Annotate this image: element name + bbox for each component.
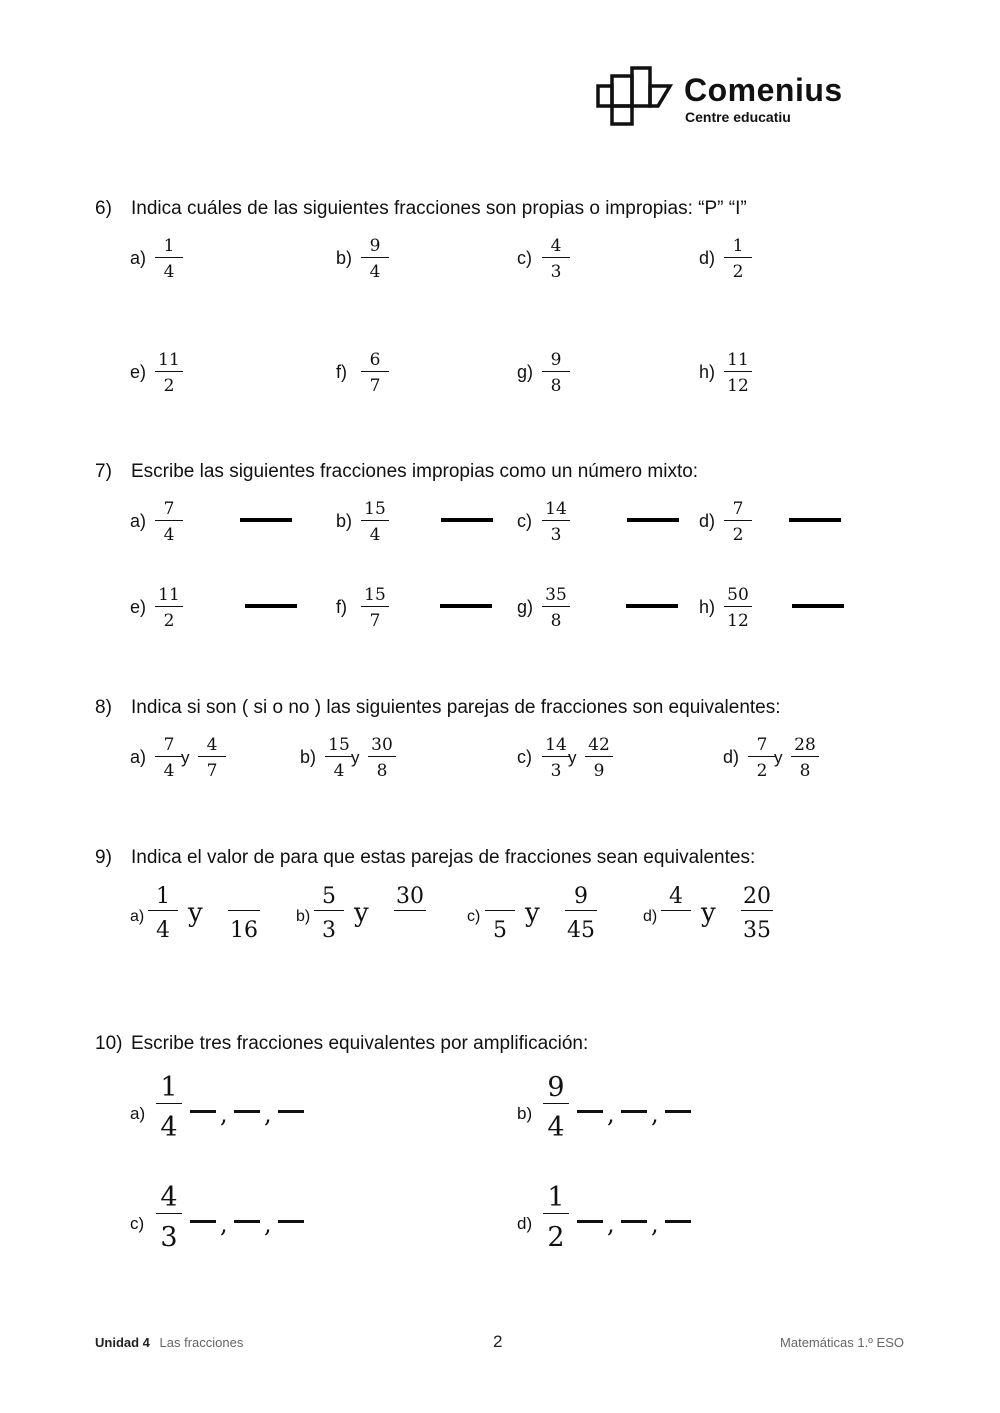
numerator: 5 [322,884,336,909]
fraction [720,236,756,285]
numerator: 9 [369,236,381,256]
denominator: 4 [369,525,381,545]
denominator: 2 [163,611,175,631]
numerator: 9 [574,884,588,909]
denominator: 4 [163,525,175,545]
fraction-bar [724,371,752,372]
fraction-right [390,884,430,946]
numerator: 14 [545,735,567,755]
answer-blank[interactable] [792,604,844,608]
numerator: 28 [794,735,816,755]
denominator: 9 [593,761,605,781]
item-label: g) [517,597,534,617]
item-label: a) [130,511,147,531]
connector-y: y [181,748,190,767]
fraction [151,499,187,548]
question-number: 8) [95,697,112,718]
answer-blank[interactable] [789,518,841,522]
numerator: 11 [158,350,180,370]
answer-line[interactable] [665,1110,691,1113]
answer-line[interactable] [190,1220,216,1223]
denominator: 2 [756,761,768,781]
answer-blank[interactable] [245,604,297,608]
item-label: d) [723,747,740,767]
fraction-right [737,884,777,946]
comma: , [220,1100,228,1128]
fraction-bar [585,756,613,757]
answer-blank[interactable] [627,518,679,522]
fraction-bar [155,756,183,757]
comma: , [264,1210,272,1238]
answer-line[interactable] [278,1220,304,1223]
fraction-bar [724,606,752,607]
question-number: 7) [95,461,112,482]
item-label: a) [130,908,145,925]
fraction [152,1182,186,1255]
fraction-bar [361,257,389,258]
comma: , [607,1210,615,1238]
fraction-bar [368,756,396,757]
question-number: 10) [95,1033,123,1054]
item-label: d) [699,248,716,268]
fraction-right [194,735,230,784]
question-prompt: Indica el valor de para que estas parejas de fracciones sean equivalentes: [131,847,756,868]
numerator: 11 [727,350,749,370]
numerator: 7 [756,735,768,755]
denominator: 4 [369,262,381,282]
denominator: 4 [156,918,170,943]
connector-y: y [354,898,369,928]
item-label: a) [130,1104,146,1123]
numerator: 1 [732,236,744,256]
denominator: 35 [743,918,771,943]
answer-blank[interactable] [440,604,492,608]
fraction-bar [543,1103,569,1104]
connector-y: y [525,898,540,928]
denominator: 3 [322,918,336,943]
item-label: a) [130,747,147,767]
fraction-bar [155,606,183,607]
numerator: 1 [547,1182,565,1213]
comma: , [220,1210,228,1238]
numerator: 50 [727,585,749,605]
item-label: b) [296,908,311,925]
denominator: 3 [160,1222,178,1253]
fraction-bar [661,910,691,911]
denominator: 8 [550,611,562,631]
fraction [538,236,574,285]
numerator: 11 [158,585,180,605]
fraction-right [581,735,617,784]
denominator: 7 [369,611,381,631]
denominator: 7 [369,376,381,396]
fraction-bar [156,1213,182,1214]
answer-line[interactable] [278,1110,304,1113]
denominator: 3 [550,262,562,282]
fraction-bar [361,371,389,372]
question-10-text [95,1033,588,1055]
denominator: 45 [567,918,595,943]
connector-y: y [568,748,577,767]
item-label: d) [517,1214,533,1233]
numerator: 30 [396,884,424,909]
item-label: h) [699,362,716,382]
fraction [151,585,187,634]
question-number: 6) [95,198,112,219]
item-label: h) [699,597,716,617]
fraction-bar [155,257,183,258]
numerator: 15 [328,735,350,755]
comma: , [607,1100,615,1128]
connector-y: y [774,748,783,767]
fraction-left [657,884,695,946]
numerator: 4 [669,884,683,909]
fraction [357,499,393,548]
item-label: f) [336,362,347,382]
fraction-bar [155,520,183,521]
question-prompt: Indica cuáles de las siguientes fracciones son propias o impropias: “P” “I” [131,198,747,219]
denominator: 2 [163,376,175,396]
fraction-bar [314,910,344,911]
denominator: 2 [547,1222,565,1253]
brand-name: Comenius [684,72,843,108]
fraction-right [364,735,400,784]
denominator: 4 [333,761,345,781]
fraction [538,585,574,634]
denominator: 4 [163,761,175,781]
denominator: 2 [732,525,744,545]
fraction-bar [155,371,183,372]
answer-line[interactable] [621,1220,647,1223]
fraction-bar [724,520,752,521]
numerator: 4 [160,1182,178,1213]
item-label: f) [336,597,347,617]
denominator: 8 [376,761,388,781]
fraction-bar [543,1213,569,1214]
fraction [152,1072,186,1145]
fraction-bar [724,257,752,258]
fraction-left [144,884,182,946]
comenius-logo-icon [596,64,676,128]
numerator: 7 [163,735,175,755]
answer-line[interactable] [577,1220,603,1223]
question-7-text [95,461,698,483]
item-label: e) [130,597,147,617]
connector-y: y [701,898,716,928]
fraction [357,236,393,285]
item-label: c) [517,511,532,531]
numerator: 15 [364,585,386,605]
answer-line[interactable] [665,1220,691,1223]
connector-y: y [351,748,360,767]
item-label: d) [643,908,658,925]
fraction-bar [156,1103,182,1104]
numerator: 7 [163,499,175,519]
denominator: 3 [550,761,562,781]
question-9-text [95,847,755,869]
fraction-bar [542,606,570,607]
item-label: e) [130,362,147,382]
fraction-left [310,884,348,946]
item-label: c) [517,248,532,268]
fraction [720,350,756,399]
comma: , [651,1210,659,1238]
item-label: b) [336,511,353,531]
comma: , [651,1100,659,1128]
answer-blank[interactable] [626,604,678,608]
fraction-bar [741,910,773,911]
fraction [720,585,756,634]
denominator: 5 [493,918,507,943]
fraction-bar [148,910,178,911]
question-6-text [95,198,747,220]
denominator: 16 [230,918,258,943]
footer-unit-number: Unidad 4 [95,1335,150,1350]
fraction-bar [542,371,570,372]
item-label: b) [336,248,353,268]
item-label: a) [130,248,147,268]
fraction-bar [361,606,389,607]
item-label: c) [517,747,532,767]
denominator: 8 [799,761,811,781]
answer-line[interactable] [234,1220,260,1223]
footer-course: Matemáticas 1.º ESO [780,1335,904,1350]
fraction [357,585,393,634]
fraction-right [224,884,264,946]
answer-line[interactable] [190,1110,216,1113]
fraction-left [481,884,519,946]
fraction-bar [228,910,260,911]
footer-unit [95,1335,243,1350]
brand-subtitle: Centre educatiu [685,109,791,125]
numerator: 4 [550,236,562,256]
question-8-text [95,697,781,719]
answer-line[interactable] [234,1110,260,1113]
denominator: 4 [547,1112,565,1143]
fraction-bar [748,756,776,757]
numerator: 42 [588,735,610,755]
page-number: 2 [493,1332,503,1351]
fraction [357,350,393,399]
item-label: g) [517,362,534,382]
fraction [539,1072,573,1145]
denominator: 3 [550,525,562,545]
item-label: d) [699,511,716,531]
fraction-bar [325,756,353,757]
numerator: 20 [743,884,771,909]
item-label: c) [130,1214,145,1233]
numerator: 9 [547,1072,565,1103]
fraction [720,499,756,548]
fraction-bar [394,910,426,911]
answer-line[interactable] [621,1110,647,1113]
item-label: b) [517,1104,533,1123]
numerator: 1 [163,236,175,256]
item-label: c) [467,908,481,925]
numerator: 7 [732,499,744,519]
denominator: 4 [163,262,175,282]
fraction-bar [542,257,570,258]
question-number: 9) [95,847,112,868]
fraction-bar [542,520,570,521]
numerator: 6 [369,350,381,370]
numerator: 30 [371,735,393,755]
answer-blank[interactable] [441,518,493,522]
denominator: 2 [732,262,744,282]
answer-blank[interactable] [240,518,292,522]
numerator: 14 [545,499,567,519]
fraction-bar [565,910,597,911]
fraction-right [787,735,823,784]
numerator: 15 [364,499,386,519]
question-prompt: Escribe tres fracciones equivalentes por amplificación: [131,1033,589,1054]
denominator: 12 [727,611,749,631]
question-prompt: Escribe las siguientes fracciones impropias como un número mixto: [131,461,699,482]
fraction [151,236,187,285]
denominator: 12 [727,376,749,396]
fraction-bar [791,756,819,757]
footer-topic: Las fracciones [159,1335,244,1350]
fraction-right [561,884,601,946]
numerator: 4 [206,735,218,755]
fraction [151,350,187,399]
denominator: 4 [160,1112,178,1143]
fraction-bar [485,910,515,911]
item-label: b) [300,747,317,767]
numerator: 1 [156,884,170,909]
fraction-bar [361,520,389,521]
fraction [538,499,574,548]
fraction [538,350,574,399]
numerator: 9 [550,350,562,370]
answer-line[interactable] [577,1110,603,1113]
numerator: 35 [545,585,567,605]
fraction [539,1182,573,1255]
denominator: 7 [206,761,218,781]
denominator: 8 [550,376,562,396]
comma: , [264,1100,272,1128]
question-prompt: Indica si son ( si o no ) las siguientes parejas de fracciones son equivalentes: [131,697,781,718]
fraction-bar [198,756,226,757]
connector-y: y [188,898,203,928]
fraction-bar [542,756,570,757]
numerator: 1 [160,1072,178,1103]
